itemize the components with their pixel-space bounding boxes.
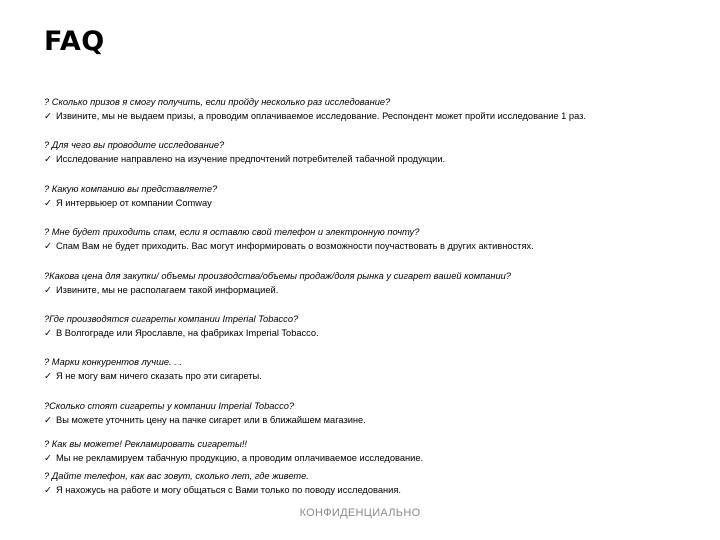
faq-question: ? Для чего вы проводите исследование? bbox=[44, 140, 225, 150]
faq-answer: Исследование направлено на изучение предпочтений потребителей табачной продукции. bbox=[56, 154, 446, 164]
faq-answer: Я интервьюер от компании Comway bbox=[56, 198, 212, 208]
confidential-footer: КОНФИДЕНЦИАЛЬНО bbox=[299, 507, 421, 519]
checkmark-icon: ✓ bbox=[44, 415, 52, 425]
faq-item bbox=[44, 270, 694, 297]
faq-item bbox=[44, 96, 694, 123]
faq-answer: Я не могу вам ничего сказать про эти сигареты. bbox=[56, 371, 262, 381]
faq-question: ?Какова цена для закупки/ объемы производства/объемы продаж/доля рынка у сигарет вашей компании? bbox=[44, 271, 511, 281]
checkmark-icon: ✓ bbox=[44, 328, 52, 338]
faq-answer: В Волгограде или Ярославле, на фабриках Imperial Tobacco. bbox=[56, 328, 319, 338]
faq-item bbox=[44, 470, 694, 497]
checkmark-icon: ✓ bbox=[44, 285, 52, 295]
faq-question: ?Где производятся сигареты компании Imperial Tobacco? bbox=[44, 314, 299, 324]
checkmark-icon: ✓ bbox=[44, 198, 52, 208]
faq-answer: Извините, мы не выдаем призы, а проводим оплачиваемое исследование. Респондент может пройти исследование 1 раз. bbox=[56, 111, 586, 121]
faq-answer: Извините, мы не располагаем такой информацией. bbox=[56, 285, 279, 295]
faq-question: ? Как вы можете! Рекламировать сигареты!! bbox=[44, 439, 247, 449]
faq-answer-row bbox=[44, 369, 694, 383]
faq-question: ?Сколько стоят сигареты у компании Imperial Tobacco? bbox=[44, 401, 295, 411]
faq-question: ? Марки конкурентов лучше. . . bbox=[44, 357, 182, 367]
checkmark-icon: ✓ bbox=[44, 485, 52, 495]
faq-answer-row bbox=[44, 239, 694, 253]
faq-answer: Я нахожусь на работе и могу общаться с Вами только по поводу исследования. bbox=[56, 485, 401, 495]
faq-item bbox=[44, 313, 694, 340]
page-title: FAQ bbox=[44, 26, 105, 57]
faq-answer-row bbox=[44, 196, 694, 210]
checkmark-icon: ✓ bbox=[44, 111, 52, 121]
faq-answer-row bbox=[44, 413, 694, 427]
faq-answer-row bbox=[44, 152, 694, 166]
faq-item bbox=[44, 400, 694, 427]
faq-question: ? Какую компанию вы представляете? bbox=[44, 184, 218, 194]
faq-question: ? Сколько призов я смогу получить, если пройду несколько раз исследование? bbox=[44, 97, 391, 107]
checkmark-icon: ✓ bbox=[44, 453, 52, 463]
faq-answer: Мы не рекламируем табачную продукцию, а проводим оплачиваемое исследование. bbox=[56, 453, 424, 463]
faq-answer-row bbox=[44, 109, 694, 123]
faq-answer: Вы можете уточнить цену на пачке сигарет или в ближайшем магазине. bbox=[56, 415, 366, 425]
faq-item bbox=[44, 139, 694, 166]
checkmark-icon: ✓ bbox=[44, 241, 52, 251]
faq-question: ? Мне будет приходить спам, если я оставлю свой телефон и электронную почту? bbox=[44, 227, 420, 237]
faq-question: ? Дайте телефон, как вас зовут, сколько лет, где живете. bbox=[44, 471, 309, 481]
faq-answer: Спам Вам не будет приходить. Вас могут информировать о возможности поучаствовать в других активностях. bbox=[56, 241, 534, 251]
faq-answer-row bbox=[44, 326, 694, 340]
checkmark-icon: ✓ bbox=[44, 371, 52, 381]
faq-answer-row bbox=[44, 451, 694, 465]
faq-item bbox=[44, 356, 694, 383]
faq-answer-row bbox=[44, 483, 694, 497]
checkmark-icon: ✓ bbox=[44, 154, 52, 164]
faq-item bbox=[44, 226, 694, 253]
faq-item bbox=[44, 438, 694, 465]
faq-answer-row bbox=[44, 283, 694, 297]
faq-item bbox=[44, 183, 694, 210]
